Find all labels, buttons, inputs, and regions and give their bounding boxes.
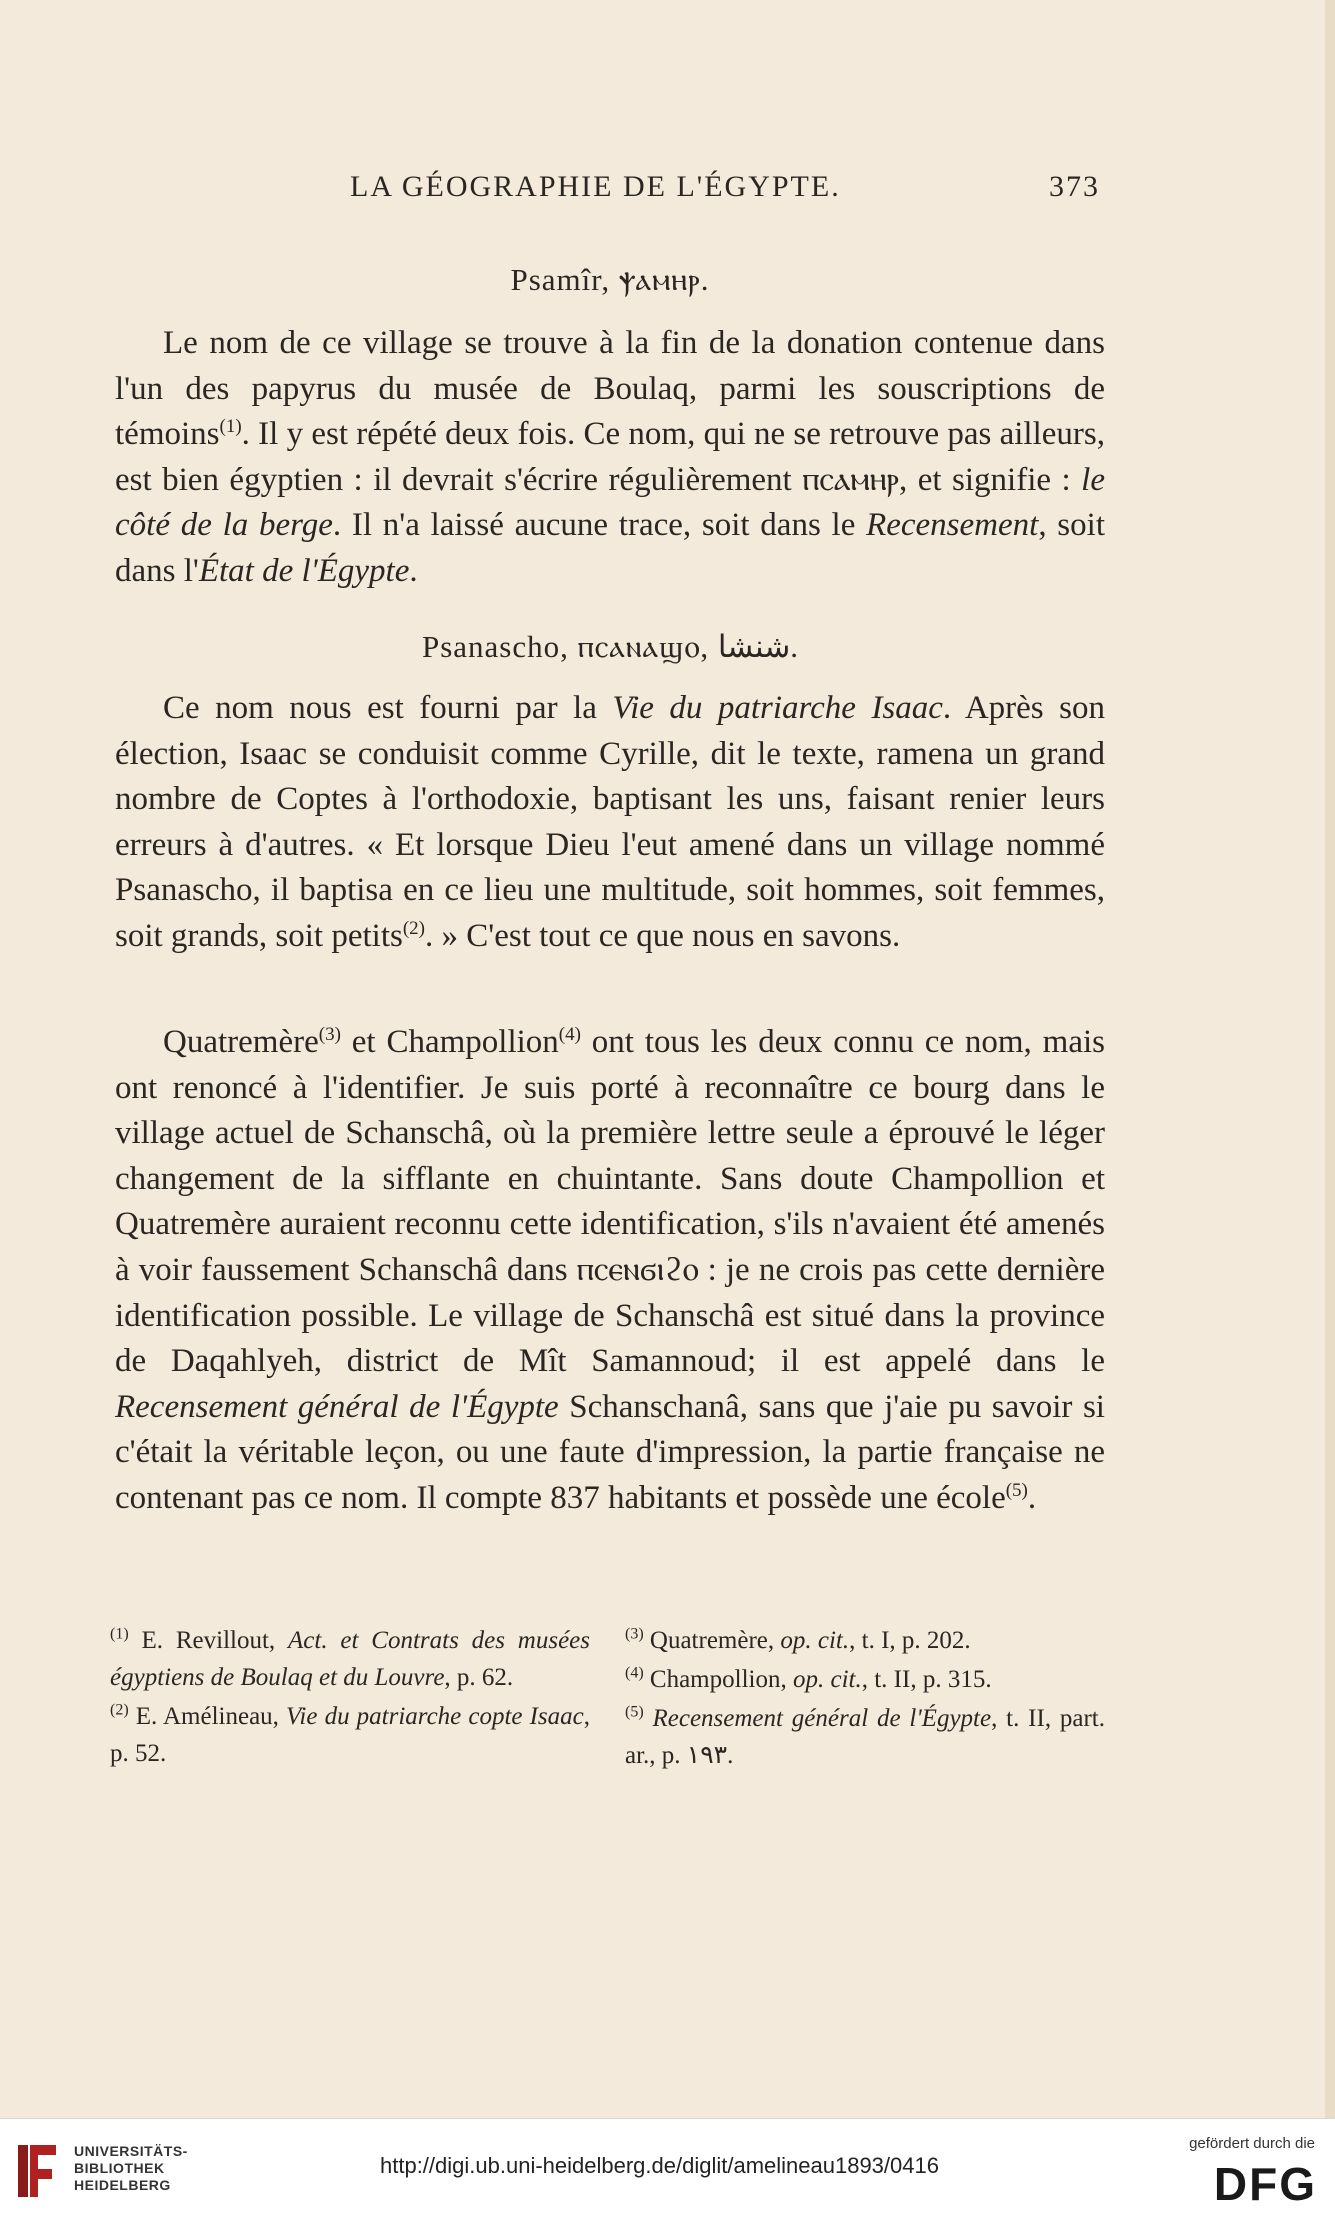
text-run: Ce nom nous est fourni par la	[163, 690, 613, 726]
text-run: . Il n'a laissé aucune trace, soit dans le	[332, 507, 867, 544]
paragraph-psanascho-1	[115, 686, 1105, 960]
italic-text: Recensement général de l'Égypte	[652, 1705, 992, 1732]
footnote-reference: (1)	[219, 416, 242, 438]
text-run: , t. II, p. 315.	[861, 1666, 992, 1693]
italic-text: Recensement général de l'Égypte	[115, 1388, 559, 1425]
text-run: Quatremère,	[643, 1627, 781, 1654]
funder-label: gefördert durch die	[1189, 2135, 1315, 2152]
paragraph-psanascho-2	[115, 1020, 1105, 1522]
dfg-logo: DFG	[1213, 2158, 1317, 2210]
text-run: Le nom de ce village se trouve à la fin de la donation contenue dans l'un des papyrus du musée de Boulaq, parmi les souscriptions de témoins	[115, 325, 1105, 453]
italic-text: État de l'Égypte	[198, 552, 410, 589]
library-name-line: UNIVERSITÄTS-	[74, 2143, 188, 2159]
italic-text: op. cit.	[792, 1666, 862, 1693]
text-run: . Il y est répété deux fois. Ce nom, qui ne se retrouve pas ailleurs, est bien égyptien : il devrait s'écrire régulièrement ⲡⲥⲁⲙⲏⲣ, et signifie :	[115, 416, 1105, 498]
footnote-marker: (3)	[625, 1625, 644, 1643]
library-name-line: BIBLIOTHEK	[74, 2160, 165, 2176]
running-head	[120, 170, 1100, 210]
paragraph-psamir	[115, 321, 1105, 595]
footnote	[110, 1622, 590, 1696]
italic-text: Vie du patriarche copte Isaac	[286, 1703, 584, 1730]
italic-text: Recensement	[866, 507, 1039, 544]
text-run: , soit dans l'	[115, 507, 1105, 589]
text-run: , p. 52.	[110, 1703, 590, 1767]
text-run: ont tous les deux connu ce nom, mais ont renoncé à l'identifier. Je suis porté à reconnaître ce bourg dans le village actuel de Schanschâ, où la première lettre seule a éprouvé le léger changement de la sifflante en chuintante. Sans doute Champollion et Quatremère auraient reconnu cette identification, s'ils n'avaient été amenés à voir faussement Schanschâ dans ⲡⲥⲉⲛϭⲓϩⲟ : je ne crois pas cette dernière identification possible. Le village de Schanschâ est situé dans la province de Daqahlyeh, district de Mît Samannoud; il est appelé dans le	[115, 1024, 1105, 1380]
italic-text: Act. et Contrats des musées égyptiens de Boulaq et du Louvre	[110, 1627, 590, 1691]
text-run: Schanschanâ, sans que j'aie pu savoir si c'était la véritable leçon, ou une faute d'impression, la partie française ne contenant pas ce nom. Il compte 837 habitants et possède une école	[115, 1388, 1105, 1516]
footnotes-left	[110, 1622, 590, 1774]
text-run: .	[1027, 1479, 1037, 1516]
section-heading-text: Psamîr, ⲯⲁⲙⲏⲣ.	[510, 262, 710, 297]
section-heading-psamir	[115, 262, 1105, 299]
text-run: et Champollion	[340, 1024, 559, 1060]
text-run: E. Amélineau,	[128, 1703, 287, 1730]
digitization-footer	[0, 2118, 1335, 2218]
text-run: , t. I, p. 202.	[849, 1627, 971, 1654]
footnote	[110, 1698, 590, 1772]
running-title: LA GÉOGRAPHIE DE L'ÉGYPTE.	[350, 170, 841, 203]
page-edge	[1325, 0, 1335, 2118]
text-run: , t. II, part. ar., p. ١٩٣.	[625, 1705, 1106, 1769]
italic-text: Vie du patriarche Isaac	[612, 690, 943, 726]
footnote-marker: (1)	[110, 1625, 129, 1643]
section-heading-psanascho	[115, 629, 1105, 666]
footnote-reference: (4)	[558, 1024, 581, 1045]
text-run: E. Revillout,	[128, 1627, 288, 1654]
footnote-marker: (4)	[625, 1664, 644, 1682]
footnote-marker: (5)	[625, 1703, 644, 1721]
italic-text: le côté de la berge	[115, 461, 1105, 544]
footnote-reference: (3)	[318, 1024, 341, 1045]
section-heading-text: Psanascho, ⲡⲥⲁⲛⲁϣⲟ, شنشا.	[421, 629, 799, 664]
text-run: . » C'est tout ce que nous en savons.	[425, 917, 901, 954]
text-run: , p. 62.	[444, 1664, 514, 1691]
page-number: 373	[1049, 170, 1100, 203]
footnote-reference: (5)	[1005, 1479, 1028, 1501]
university-library-logo-icon	[16, 2141, 60, 2201]
footnotes-right	[625, 1622, 1105, 1776]
permalink[interactable]: http://digi.ub.uni-heidelberg.de/diglit/amelineau1893/0416	[380, 2153, 939, 2178]
text-run: Quatremère	[163, 1024, 319, 1060]
footnote	[625, 1700, 1105, 1774]
library-name	[74, 2143, 188, 2194]
text-run: Champollion,	[643, 1666, 793, 1693]
text-run: . Après son élection, Isaac se conduisit comme Cyrille, dit le texte, ramena un grand nombre de Coptes à l'orthodoxie, baptisant les uns, faisant renier leurs erreurs à d'autres. « Et lorsque Dieu l'eut amené dans un village nommé Psanascho, il baptisa en ce lieu une multitude, soit hommes, soit femmes, soit grands, soit petits	[115, 690, 1105, 954]
italic-text: op. cit.	[780, 1627, 850, 1654]
footnote	[625, 1622, 1105, 1659]
footnote-marker: (2)	[110, 1701, 129, 1719]
text-run: .	[409, 552, 418, 589]
footnote-reference: (2)	[402, 917, 425, 939]
library-name-line: HEIDELBERG	[74, 2177, 171, 2193]
footnote	[625, 1661, 1105, 1698]
